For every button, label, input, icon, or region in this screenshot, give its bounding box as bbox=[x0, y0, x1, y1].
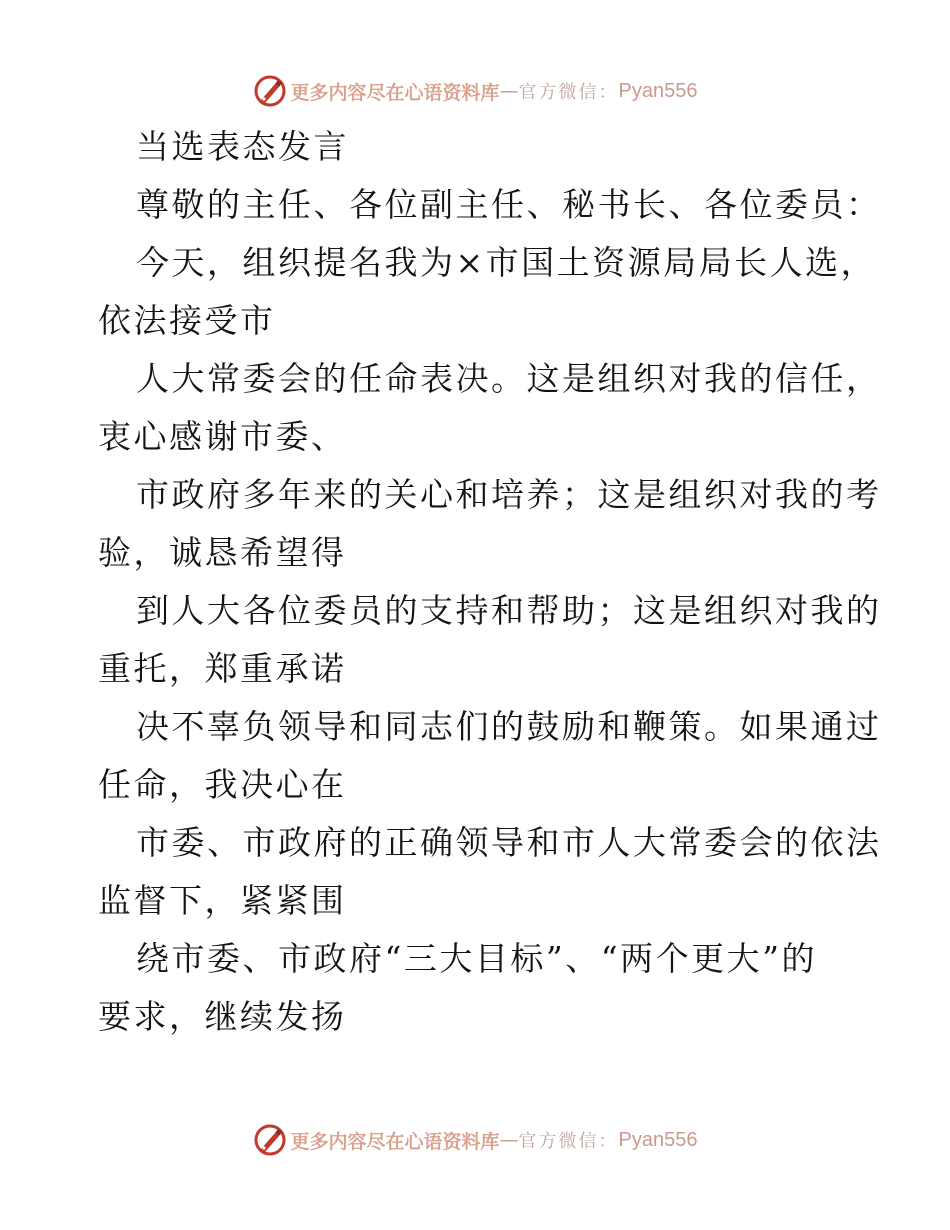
footer-wechat-id: Pyan556 bbox=[618, 1128, 698, 1151]
paragraph-line: 绕市委、市政府“三大目标”、“两个更大”的 bbox=[136, 939, 817, 978]
header-dash: — bbox=[499, 80, 519, 102]
paragraph-line: 市委、市政府的正确领导和市人大常委会的依法 bbox=[136, 823, 882, 862]
paragraph-line: 重托，郑重承诺 bbox=[98, 649, 347, 688]
footer-official-label: 官方微信： bbox=[518, 1131, 619, 1152]
paragraph-line: 市政府多年来的关心和培养；这是组织对我的考 bbox=[136, 475, 882, 514]
paragraph-line: 决不辜负领导和同志们的鼓励和鞭策。如果通过 bbox=[136, 707, 882, 746]
header-banner bbox=[0, 71, 950, 111]
paragraph-line: 依法接受市 bbox=[98, 301, 276, 340]
paragraph-line: 今天，组织提名我为×市国土资源局局长人选， bbox=[136, 243, 877, 282]
pen-circle-icon bbox=[253, 74, 287, 108]
paragraph-line: 人大常委会的任命表决。这是组织对我的信任， bbox=[136, 359, 882, 398]
document-title: 当选表态发言 bbox=[136, 127, 349, 166]
footer-banner bbox=[0, 1120, 950, 1160]
footer-site-text: 更多内容尽在心语资料库 bbox=[290, 1130, 500, 1153]
header-wechat-id: Pyan556 bbox=[618, 79, 698, 102]
header-site-text: 更多内容尽在心语资料库 bbox=[290, 81, 500, 104]
paragraph-line: 验，诚恳希望得 bbox=[98, 533, 347, 572]
paragraph-line: 衷心感谢市委、 bbox=[98, 417, 347, 456]
footer-dash: — bbox=[499, 1129, 519, 1151]
paragraph-line: 要求，继续发扬 bbox=[98, 997, 347, 1036]
pen-circle-icon bbox=[253, 1123, 287, 1157]
paragraph-line: 到人大各位委员的支持和帮助；这是组织对我的 bbox=[136, 591, 882, 630]
document-salutation: 尊敬的主任、各位副主任、秘书长、各位委员： bbox=[136, 185, 882, 224]
paragraph-line: 监督下，紧紧围 bbox=[98, 881, 347, 920]
header-official-label: 官方微信： bbox=[518, 82, 619, 103]
paragraph-line: 任命，我决心在 bbox=[98, 765, 347, 804]
